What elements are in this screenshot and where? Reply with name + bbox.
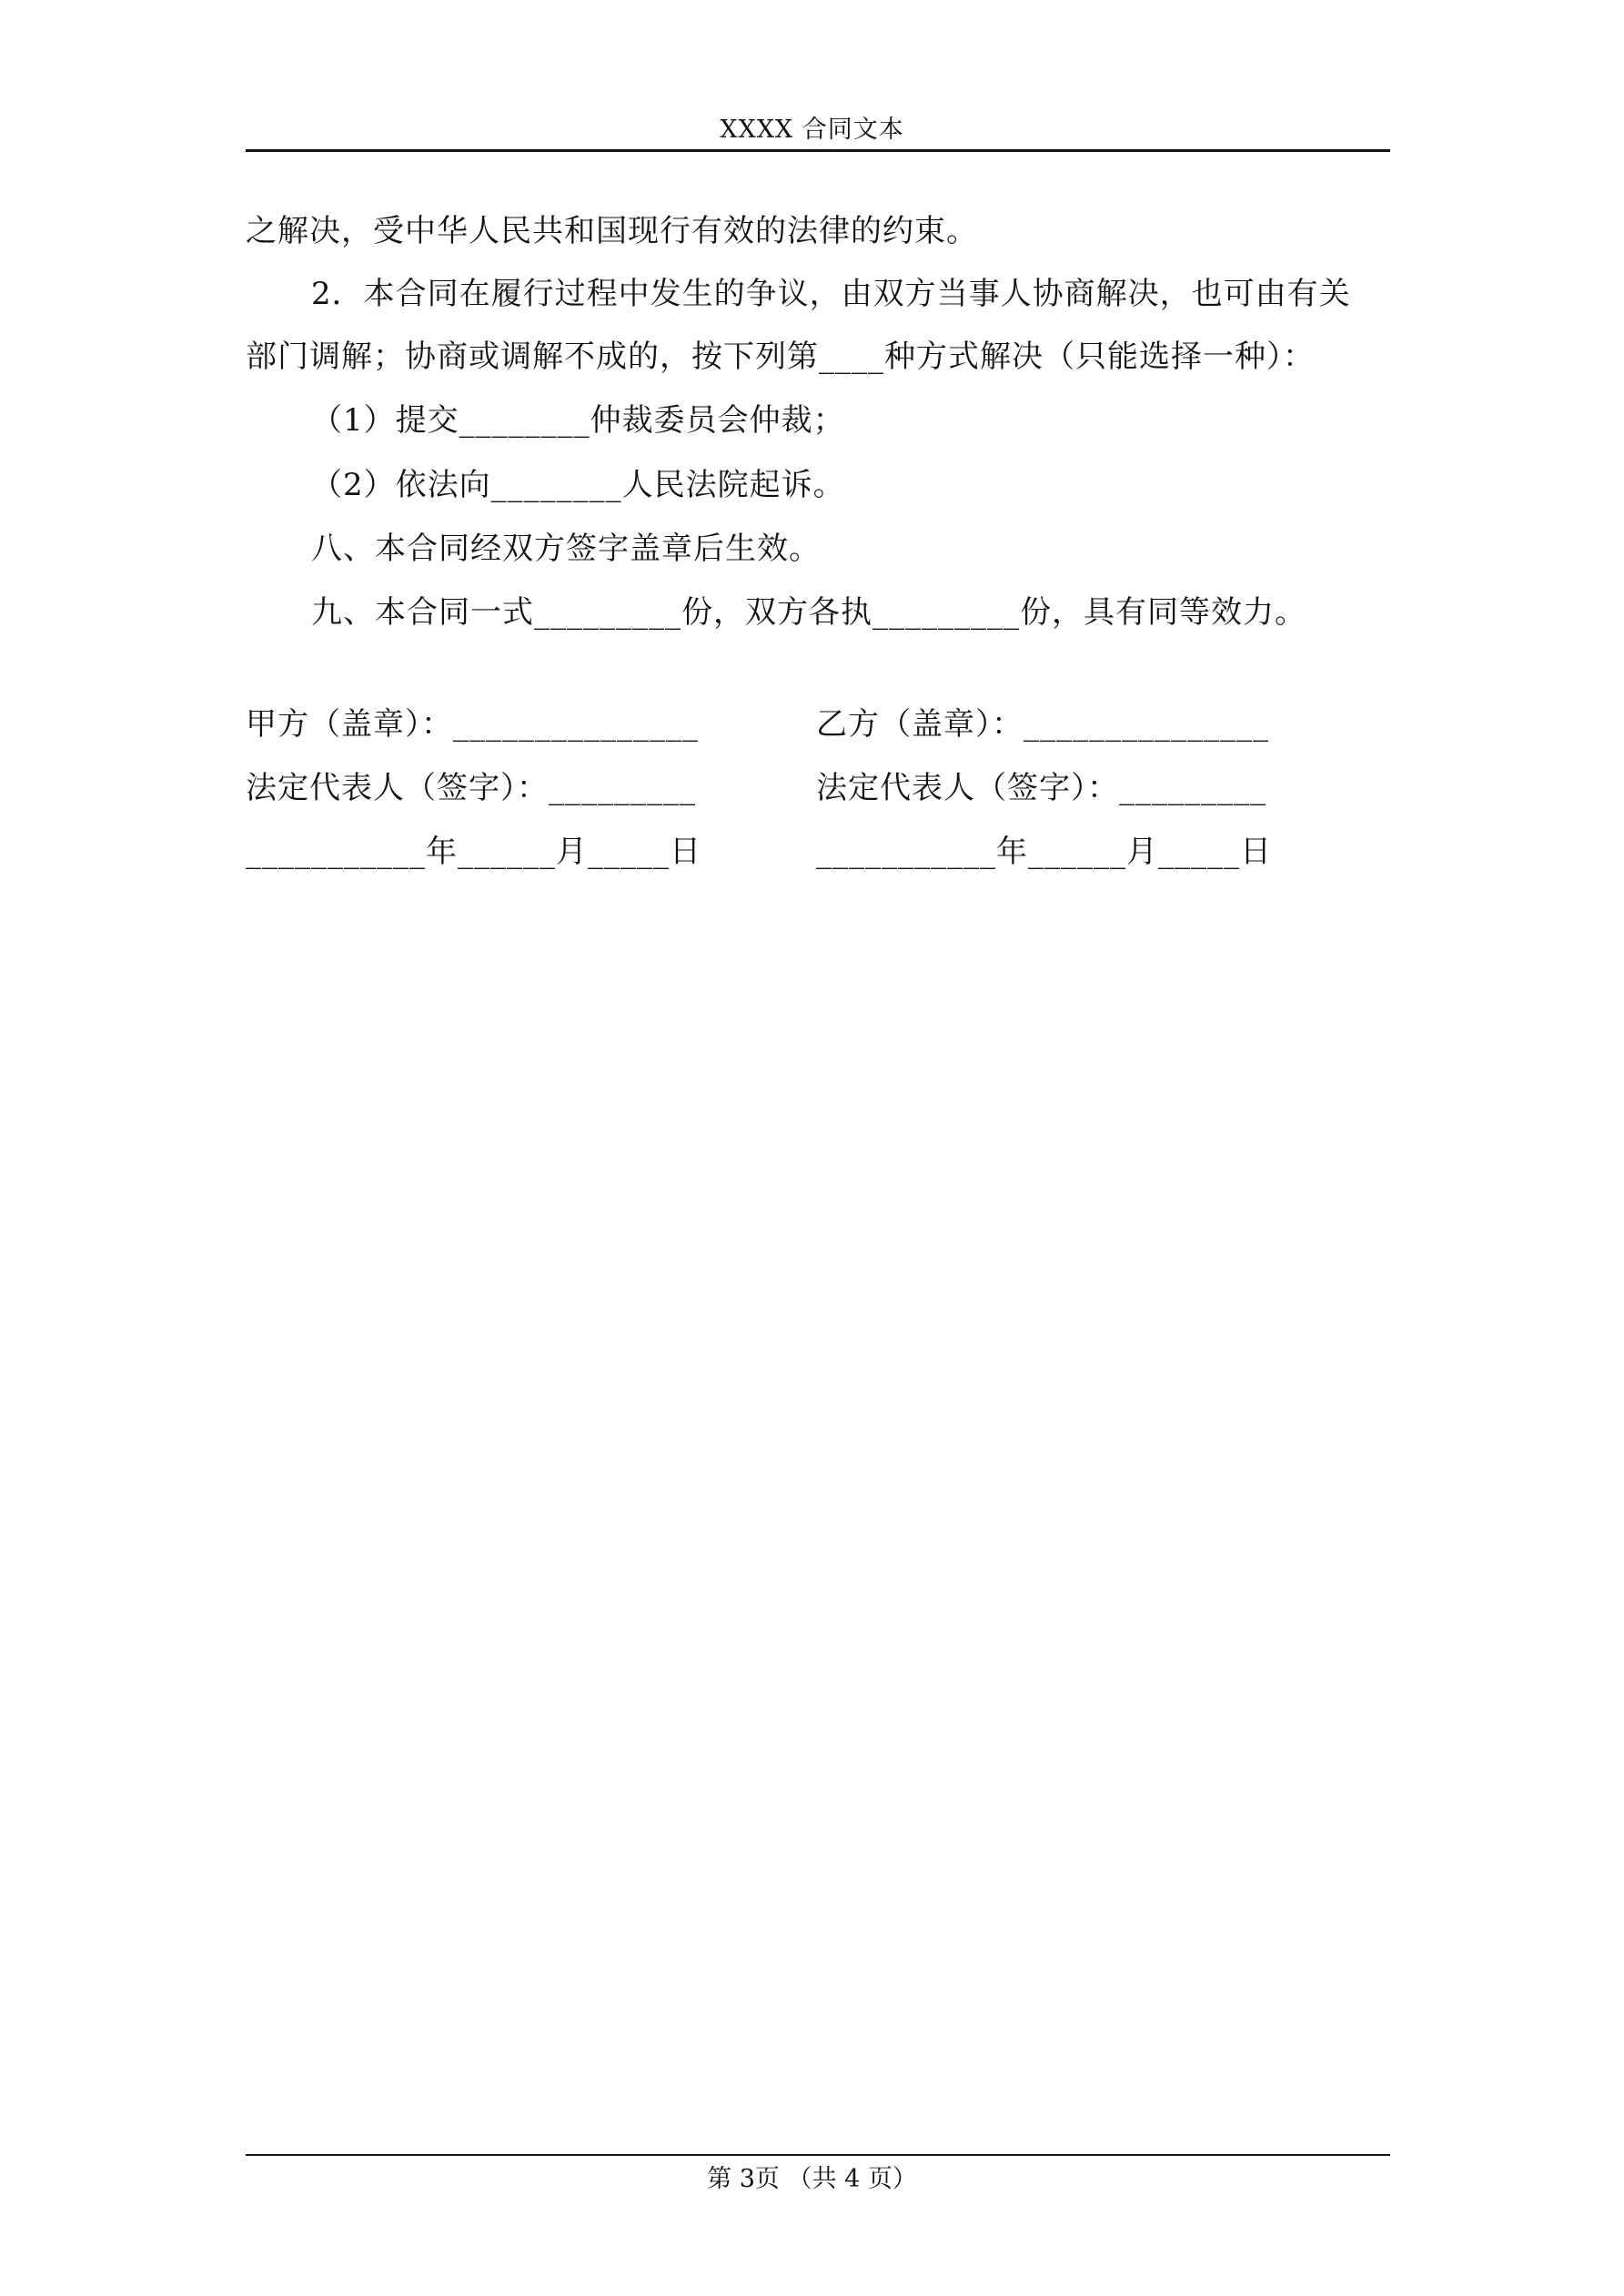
party-a-representative: 法定代表人（签字）：_________ [246, 770, 696, 806]
option-arbitration: （1）提交________仲裁委员会仲裁； [311, 402, 845, 439]
party-a-seal: 甲方（盖章）：_______________ [246, 706, 699, 743]
clause-2-line-2: 部门调解；协商或调解不成的，按下列第____种方式解决（只能选择一种）： [246, 339, 1315, 375]
header-divider [246, 149, 1390, 152]
party-b-date: ___________年______月_____日 [816, 834, 1272, 870]
page-number: 第 3页 （共 4 页） [707, 2165, 917, 2193]
header-title: XXXX 合同文本 [720, 116, 904, 144]
footer-divider [246, 2154, 1390, 2156]
clause-8: 八、本合同经双方签字盖章后生效。 [311, 531, 821, 567]
option-court: （2）依法向________人民法院起诉。 [311, 467, 845, 503]
party-b-seal: 乙方（盖章）：_______________ [816, 706, 1269, 743]
clause-9: 九、本合同一式_________份，双方各执_________份，具有同等效力。 [311, 594, 1306, 631]
party-b-representative: 法定代表人（签字）：_________ [816, 770, 1266, 806]
clause-2-line-1: 2．本合同在履行过程中发生的争议，由双方当事人协商解决，也可由有关 [311, 276, 1351, 312]
party-a-date: ___________年______月_____日 [246, 834, 701, 870]
paragraph-line-1: 之解决，受中华人民共和国现行有效的法律的约束。 [246, 213, 978, 249]
